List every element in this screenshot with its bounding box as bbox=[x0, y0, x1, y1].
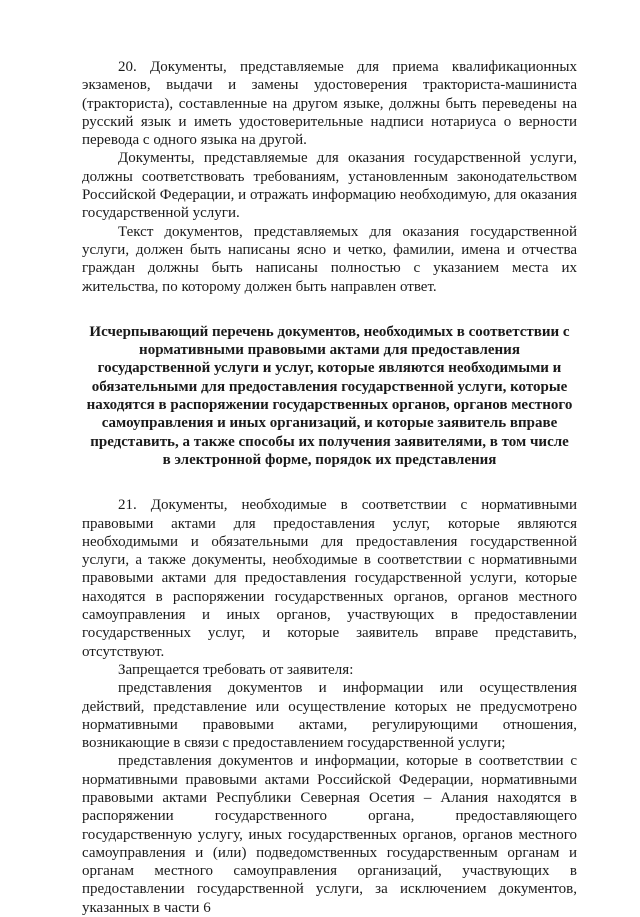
paragraph-prohibited-item-1: представления документов и информации или осуществления действий, представление или осуществление которых не предусмотрено нормативными правовыми актами, регулирующими отношения, возникающие в связи с предоставлением государственной услуги; bbox=[82, 680, 577, 752]
paragraph-21-documents: 21. Документы, необходимые в соответствии с нормативными правовыми актами для предоставления услуг, которые являются необходимыми и обязательными для предоставления государственной услуги, а также документы, необходимые в соответствии с нормативными правовыми актами для предоставления государственной услуги, которые находятся в распоряжении государственных органов, органов местного самоуправления и иных органов, участвующих в предоставлении государственных услуг, и которые заявитель вправе представить, отсутствуют. bbox=[82, 497, 577, 660]
paragraph-prohibited-item-2: представления документов и информации, которые в соответствии с нормативными правовыми актами Российской Федерации, нормативными правовыми актами Республики Северная Осетия – Алания находятся в распоряжении государственного органа, предоставляющего государственную услугу, иных государственных органов, органов местного самоуправления и (или) подведомственных государственным органам и органам местного самоуправления организаций, участвующих в предоставлении государственной услуги, за исключением документов, указанных в части 6 bbox=[82, 753, 577, 916]
paragraph-documents-text: Текст документов, представляемых для оказания государственной услуги, должен быть написаны ясно и четко, фамилии, имена и отчества граждан должны быть написаны полностью с указанием места их жительства, по которому должен быть направлен ответ. bbox=[82, 223, 577, 295]
document-page bbox=[82, 58, 577, 917]
paragraph-documents-requirements: Документы, представляемые для оказания государственной услуги, должны соответствовать требованиям, установленным законодательством Российской Федерации, и отражать информацию необходимую, для оказания государственной услуги. bbox=[82, 150, 577, 222]
section-heading: Исчерпывающий перечень документов, необходимых в соответствии с нормативными правовыми актами для предоставления государственной услуги и услуг, которые являются необходимыми и обязательными для предоставления государственной услуги, которые находятся в распоряжении государственных органов, органов местного самоуправления и иных организаций, и которые заявитель вправе представить, а также способы их получения заявителями, в том числе в электронной форме, порядок их представления bbox=[86, 323, 573, 468]
paragraph-20-translation: 20. Документы, представляемые для приема квалификационных экзаменов, выдачи и замены удостоверения тракториста-машиниста (тракториста), составленные на другом языке, должны быть переведены на русский язык и иметь удостоверительные надписи нотариуса о верности перевода с одного языка на другой. bbox=[82, 59, 577, 149]
paragraph-prohibited-intro: Запрещается требовать от заявителя: bbox=[118, 661, 354, 678]
